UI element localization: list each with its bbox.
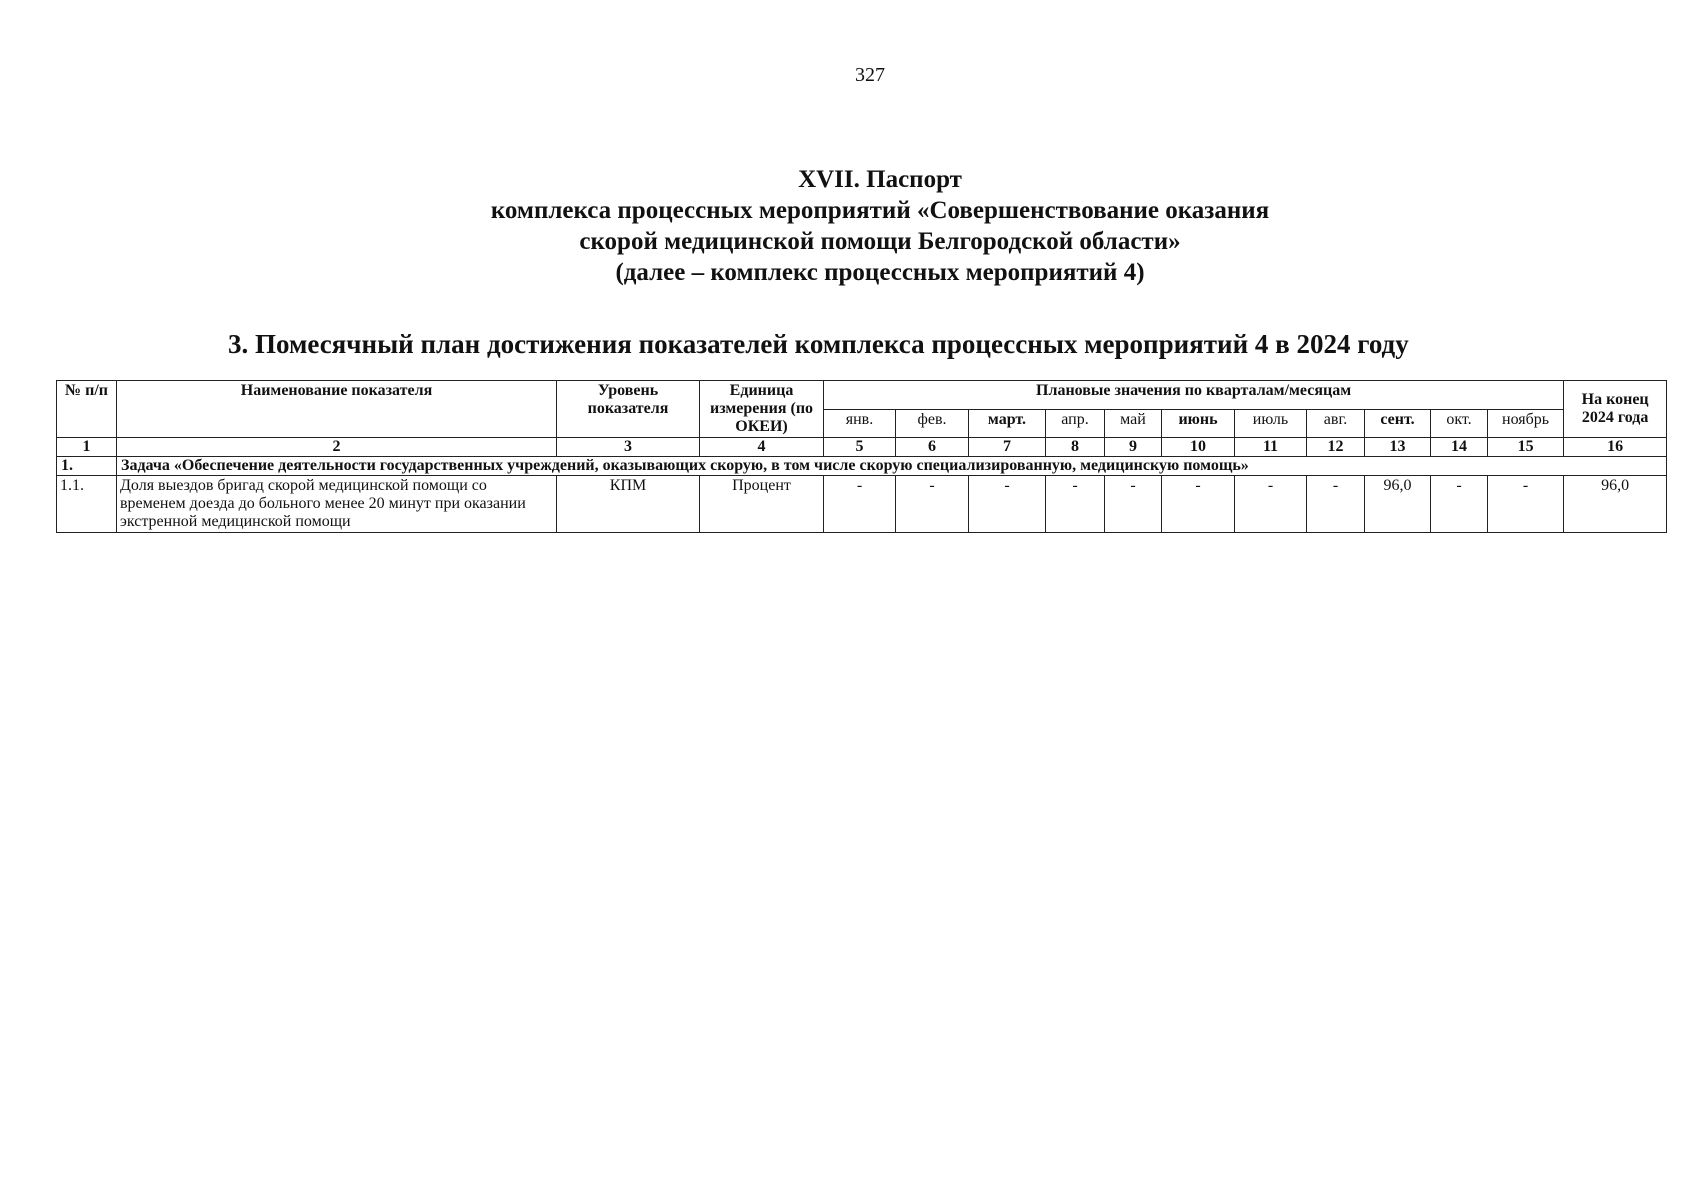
column-number: 11: [1235, 438, 1307, 457]
heading-line-1: XVII. Паспорт: [798, 166, 962, 193]
end-of-year-value: 96,0: [1564, 476, 1667, 533]
page-number: 327: [855, 64, 885, 86]
header-month: июнь: [1162, 409, 1235, 438]
month-value: -: [1431, 476, 1488, 533]
header-level: Уровень показателя: [557, 381, 700, 438]
task-row: [57, 457, 1667, 476]
heading-line-2: комплекса процессных мероприятий «Совершенствование оказания: [490, 197, 1270, 224]
column-number: 16: [1564, 438, 1667, 457]
month-value: -: [896, 476, 969, 533]
header-month: авг.: [1307, 409, 1365, 438]
header-plan: Плановые значения по кварталам/месяцам: [824, 381, 1564, 410]
header-month: май: [1105, 409, 1162, 438]
column-number: 1: [57, 438, 117, 457]
month-value: -: [969, 476, 1046, 533]
column-number: 4: [700, 438, 824, 457]
document-heading: [380, 164, 1380, 288]
header-name: Наименование показателя: [117, 381, 557, 438]
header-unit: Единица измерения (по ОКЕИ): [700, 381, 824, 438]
monthly-plan-table: [56, 380, 1667, 533]
column-number: 14: [1431, 438, 1488, 457]
header-month: окт.: [1431, 409, 1488, 438]
header-row: [57, 381, 1667, 410]
month-value: -: [1046, 476, 1105, 533]
column-number: 2: [117, 438, 557, 457]
header-month: март.: [969, 409, 1046, 438]
heading-line-4: (далее – комплекс процессных мероприятий 4): [615, 259, 1145, 286]
row-index: 1.1.: [57, 476, 117, 533]
month-value: -: [1105, 476, 1162, 533]
month-value: -: [1307, 476, 1365, 533]
month-value: 96,0: [1365, 476, 1431, 533]
month-value: -: [1488, 476, 1564, 533]
column-number: 12: [1307, 438, 1365, 457]
month-value: -: [824, 476, 896, 533]
header-month: ноябрь: [1488, 409, 1564, 438]
column-number: 7: [969, 438, 1046, 457]
section-title: 3. Помесячный план достижения показателей комплекса процессных мероприятий 4 в 2024 году: [228, 329, 1409, 359]
header-no: № п/п: [57, 381, 117, 438]
table-row: [57, 476, 1667, 533]
indicator-name: Доля выездов бригад скорой медицинской помощи со временем доезда до больного менее 20 минут при оказании экстренной медицинской помощи: [117, 476, 557, 533]
column-number: 9: [1105, 438, 1162, 457]
column-number: 3: [557, 438, 700, 457]
task-text: Задача «Обеспечение деятельности государственных учреждений, оказывающих скорую, в том числе скорую специализированную, медицинскую помощь»: [117, 457, 1667, 476]
task-index: 1.: [57, 457, 117, 476]
heading-line-3: скорой медицинской помощи Белгородской области»: [579, 228, 1181, 255]
column-number: 5: [824, 438, 896, 457]
header-month: янв.: [824, 409, 896, 438]
month-value: -: [1235, 476, 1307, 533]
column-number: 8: [1046, 438, 1105, 457]
header-month: апр.: [1046, 409, 1105, 438]
column-number: 15: [1488, 438, 1564, 457]
indicator-unit: Процент: [700, 476, 824, 533]
indicator-level: КПМ: [557, 476, 700, 533]
header-end: На конец 2024 года: [1564, 381, 1667, 438]
column-number: 13: [1365, 438, 1431, 457]
month-value: -: [1162, 476, 1235, 533]
header-month: фев.: [896, 409, 969, 438]
column-number: 10: [1162, 438, 1235, 457]
header-month: сент.: [1365, 409, 1431, 438]
column-numbers-row: [57, 438, 1667, 457]
header-month: июль: [1235, 409, 1307, 438]
column-number: 6: [896, 438, 969, 457]
